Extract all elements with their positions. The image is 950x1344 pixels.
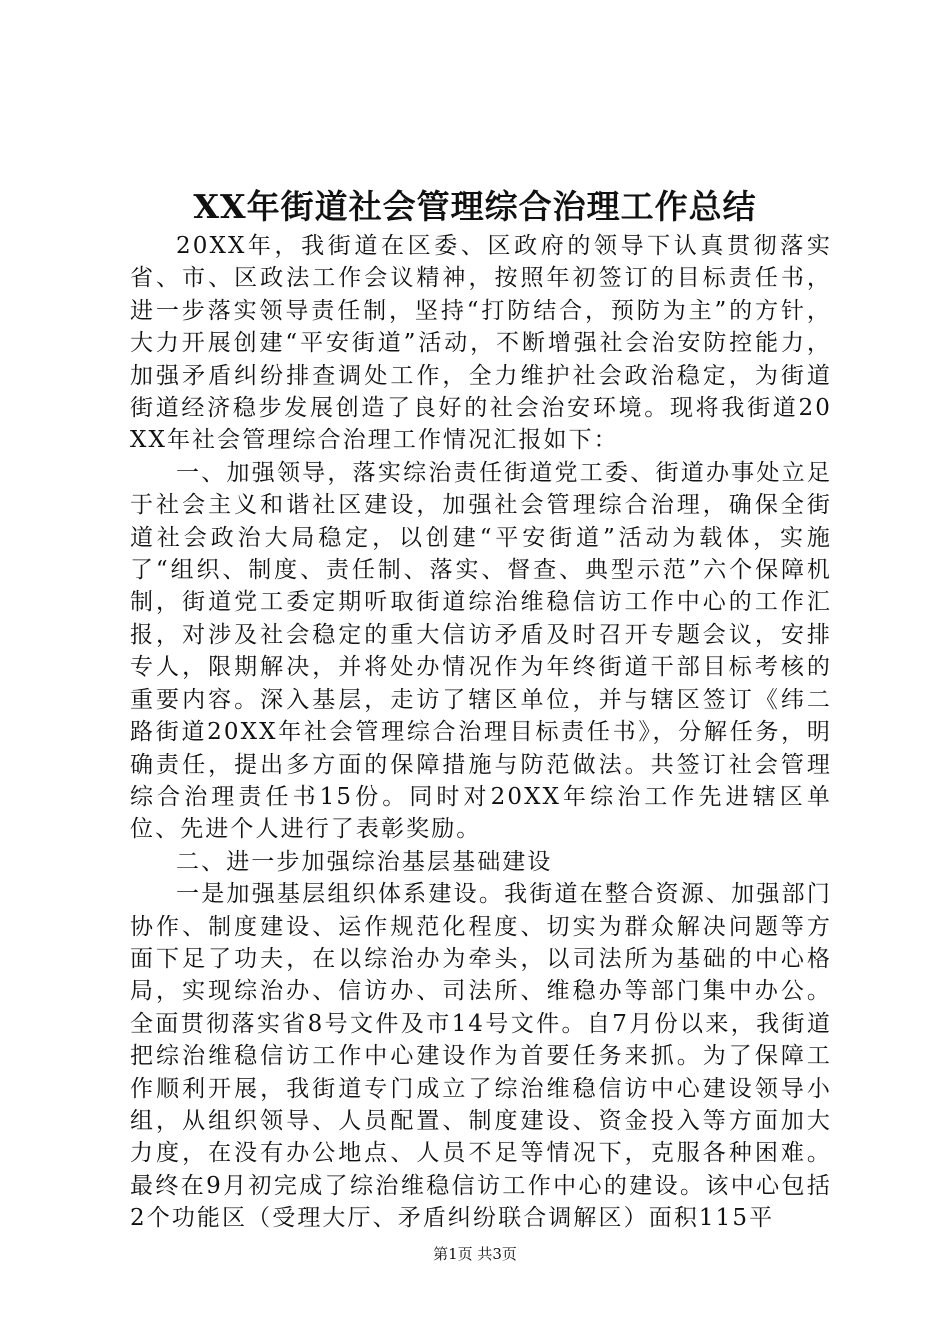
paragraph-section-one: 一、加强领导，落实综治责任街道党工委、街道办事处立足于社会主义和谐社区建设，加强社会管理综合治理，确保全街道社会政治大局稳定，以创建“平安街道”活动为载体，实施了“组织、制度、责任制、落实、督查、典型示范”六个保障机制，街道党工委定期听取街道综治维稳信访工作中心的工作汇报，对涉及社会稳定的重大信访矛盾及时召开专题会议，安排专人，限期解决，并将处办情况作为年终街道干部目标考核的重要内容。深入基层，走访了辖区单位，并与辖区签订《纬二路街道20XX年社会管理综合治理目标责任书》，分解任务，明确责任，提出多方面的保障措施与防范做法。共签订社会管理综合治理责任书15份。同时对20XX年综治工作先进辖区单位、先进个人进行了表彰奖励。 xyxy=(130,459,832,843)
paragraph-section-two-item-one: 一是加强基层组织体系建设。我街道在整合资源、加强部门协作、制度建设、运作规范化程度、切实为群众解决问题等方面下足了功夫，在以综治办为牵头，以司法所为基础的中心格局，实现综治办、信访办、司法所、维稳办等部门集中办公。全面贯彻落实省8号文件及市14号文件。自7月份以来，我街道把综治维稳信访工作中心建设作为首要任务来抓。为了保障工作顺利开展，我街道专门成立了综治维稳信访中心建设领导小组，从组织领导、人员配置、制度建设、资金投入等方面加大力度，在没有办公地点、人员不足等情况下，克服各种困难。最终在9月初完成了综治维稳信访工作中心的建设。该中心包括2个功能区（受理大厅、矛盾纠纷联合调解区）面积115平 xyxy=(130,881,832,1232)
document-title: XX年街道社会管理综合治理工作总结 xyxy=(193,187,757,226)
paragraph-intro: 20XX年，我街道在区委、区政府的领导下认真贯彻落实省、市、区政法工作会议精神，按照年初签订的目标责任书，进一步落实领导责任制，坚持“打防结合，预防为主”的方针，大力开展创建“平安街道”活动，不断增强社会治安防控能力，加强矛盾纠纷排查调处工作，全力维护社会政治稳定，为街道街道经济稳步发展创造了良好的社会治安环境。现将我街道20XX年社会管理综合治理工作情况汇报如下： xyxy=(130,233,832,454)
document-body xyxy=(130,230,832,1235)
page-number-footer: 第1页 共3页 xyxy=(433,1245,517,1263)
paragraph-section-two-heading: 二、进一步加强综治基层基础建设 xyxy=(176,848,553,875)
